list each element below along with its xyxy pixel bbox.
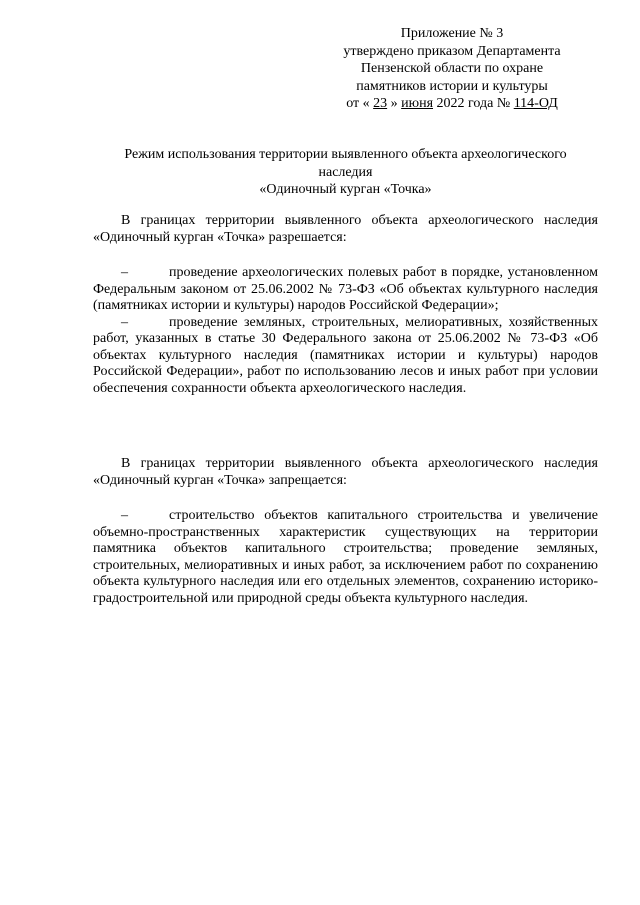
allowed-intro	[93, 213, 598, 246]
list-item	[93, 508, 598, 607]
approval-line: утверждено приказом Департамента	[343, 43, 561, 59]
document-title	[93, 146, 598, 199]
list-item-text: строительство объектов капитального строительства и увеличение объемно-пространственных характеристик существующих на территории памятника объектов капитального строительства; проведение земляных, строительных, мелиоративных и иных работ, за исключением работ по сохранению объекта культурного наследия или его отдельных элементов, сохранению историко-градостроительной или природной среды объекта культурного наследия.	[93, 508, 598, 606]
dash-marker: –	[121, 314, 128, 330]
allowed-list	[93, 265, 598, 397]
appendix-header	[307, 25, 597, 113]
department-line-2: памятников истории и культуры	[356, 78, 548, 94]
list-item	[93, 315, 598, 398]
dash-marker: –	[121, 265, 128, 280]
prohibited-list	[93, 508, 598, 607]
allowed-intro-text: В границах территории выявленного объекта археологического наследия «Одиночный курган «Точка» разрешается:	[93, 213, 598, 245]
appendix-number: Приложение № 3	[400, 26, 504, 41]
order-date-line	[307, 95, 597, 113]
department-line: Пензенской области по охране	[360, 61, 544, 76]
title-line-1: Режим использования территории выявленного объекта археологического	[124, 147, 567, 162]
list-item-text: проведение археологических полевых работ в порядке, установленном Федеральным законом от 25.06.2002 № 73-ФЗ «Об объектах культурного наследия (памятниках истории и культуры) народов Российской Федерации»;	[93, 265, 598, 313]
order-number: 114-ОД	[513, 96, 558, 111]
title-line-3: «Одиночный курган «Точка»	[259, 182, 432, 197]
list-item	[93, 265, 598, 315]
order-year: 2022 года №	[436, 96, 511, 111]
prohibited-intro-text: В границах территории выявленного объекта археологического наследия «Одиночный курган «Точка» запрещается:	[93, 456, 598, 488]
title-line-2: наследия	[318, 164, 373, 180]
date-mid: »	[390, 96, 398, 111]
list-item-text: проведение земляных, строительных, мелиоративных, хозяйственных работ, указанных в статье 30 Федерального закона от 25.06.2002 № 73-ФЗ «Об объектах культурного наследия (памятниках истории и культуры) народов Российской Федерации», работ по использованию лесов и иных работ при условии обеспечения сохранности объекта археологического наследия.	[93, 314, 598, 396]
dash-marker: –	[121, 508, 128, 523]
prohibited-intro	[93, 456, 598, 489]
order-month: июня	[401, 96, 434, 111]
order-day: 23	[373, 96, 388, 111]
date-prefix: от «	[346, 96, 370, 111]
